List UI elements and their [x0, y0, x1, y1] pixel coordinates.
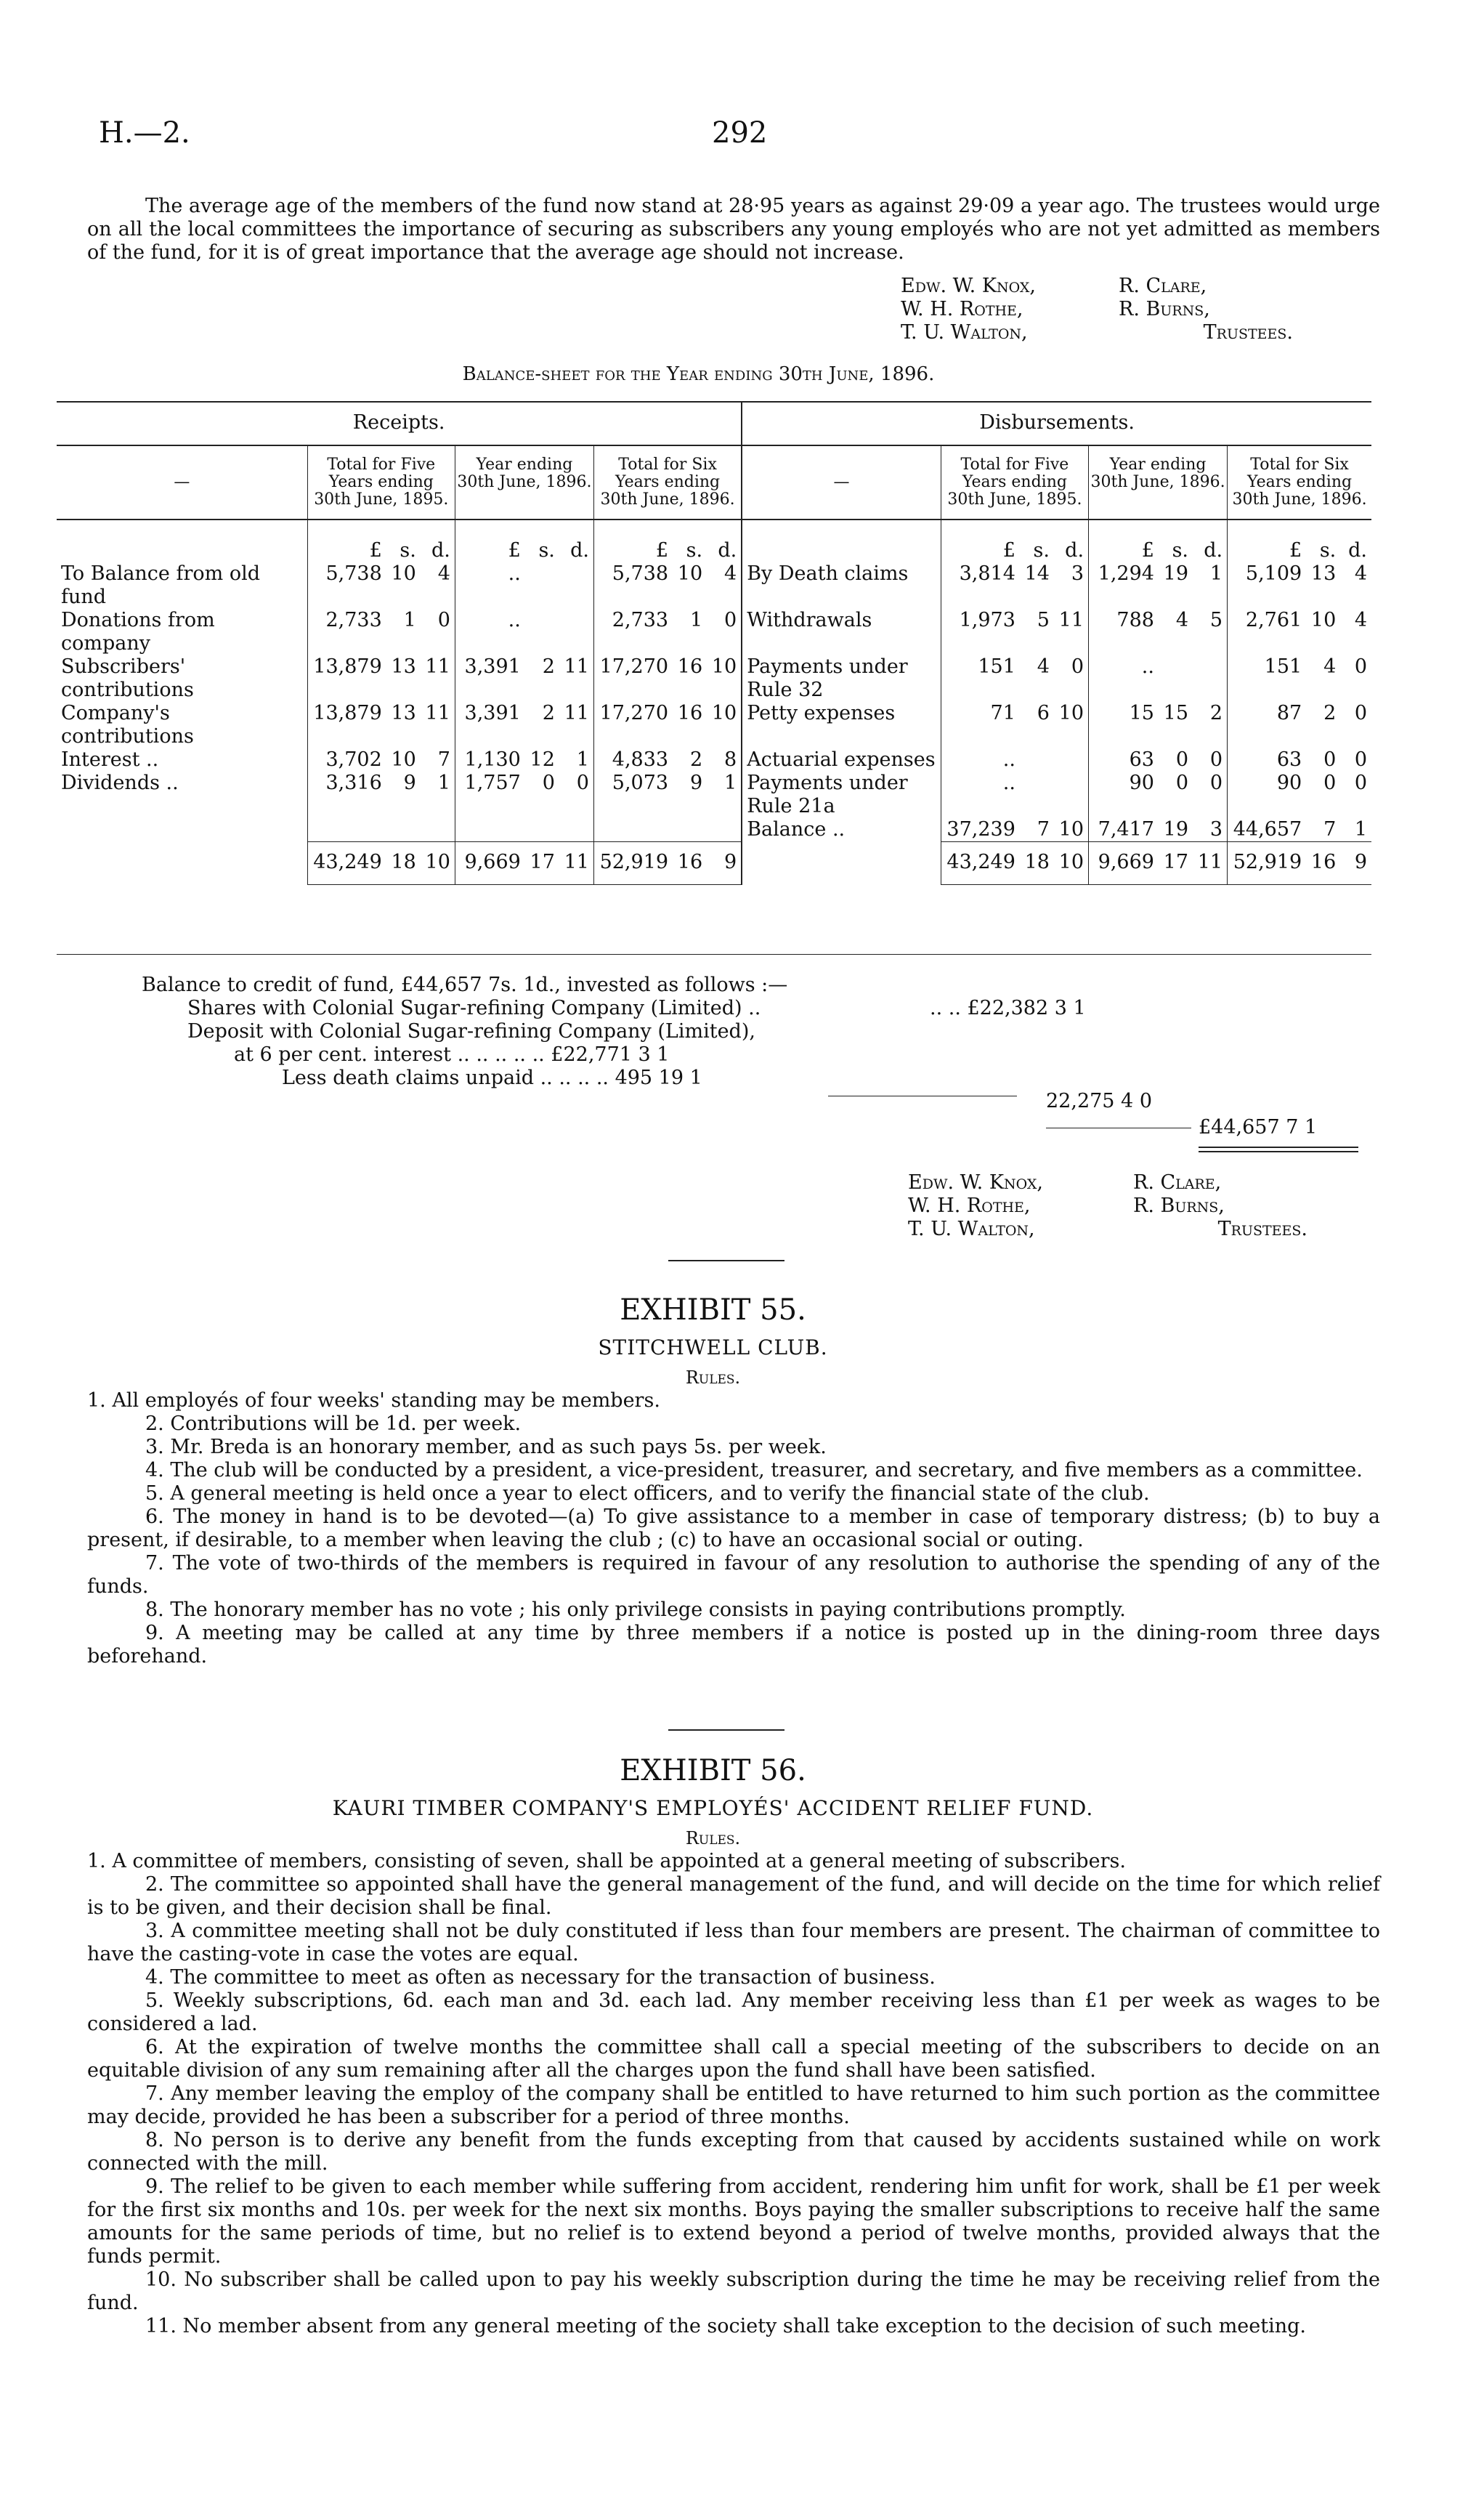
total-amount: 9,669 [455, 842, 524, 885]
signatures-col1-bottom [908, 1171, 1043, 1241]
amount-shillings [525, 562, 559, 609]
amount-shillings: 13 [1310, 562, 1337, 585]
receipt-label [57, 818, 307, 842]
receipt-label: Interest .. [61, 748, 159, 771]
exhibit-56-title: EXHIBIT 56. [620, 1754, 806, 1787]
total-amount: 9,669 [1089, 842, 1159, 885]
rule-item: 5. A general meeting is held once a year to elect officers, and to verify the financial state of the club. [145, 1482, 1150, 1505]
amount-pounds: 44,657 [1228, 818, 1307, 842]
amount-pounds: 17,270 [593, 655, 673, 702]
rule-item: 6. The money in hand is to be devoted—(a) To give assistance to a member in case of temporary distress; (b) to buy a present, if desirable, to a member when leaving the club ; (c) to have an occasional social or outing. [87, 1505, 1380, 1551]
signature-knox: Edw. W. Knox, [908, 1171, 1043, 1194]
amount-pence: 0 [1354, 772, 1367, 794]
document-reference: H.—2. [99, 116, 190, 150]
amount-pence: 1 [1354, 818, 1367, 841]
intro-paragraph: The average age of the members of the fund now stand at 28·95 years as against 29·09 a year ago. The trustees would urge on all the local committees the importance of securing as subscribers any young employés who are not yet admitted as members of the fund, for it is of great importance that the average age should not increase. [87, 195, 1380, 264]
amount-pence: 10 [1058, 818, 1084, 841]
total-amount: 16 [1306, 842, 1340, 885]
investment-line-3: Deposit with Colonial Sugar-refining Company (Limited), [187, 1020, 755, 1043]
amount-pounds: 2,761 [1228, 609, 1307, 655]
exhibit-56-subtitle: KAURI TIMBER COMPANY'S EMPLOYÉS' ACCIDENT RELIEF FUND. [332, 1796, 1094, 1820]
amount-pence: 10 [707, 702, 742, 748]
amount-pounds: 87 [1228, 702, 1307, 748]
amount-pounds: 1,973 [941, 609, 1020, 655]
amount-pence: 10 [707, 655, 742, 702]
total-amount: 17 [1159, 842, 1193, 885]
amount-pounds: 71 [941, 702, 1020, 748]
amount-pounds: 3,702 [307, 748, 386, 772]
unit-label: s. [1033, 539, 1050, 562]
investment-line-1: Balance to credit of fund, £44,657 7s. 1d., invested as follows :— [142, 974, 788, 996]
total-amount: 18 [1020, 842, 1054, 885]
amount-shillings: 15 [1163, 702, 1189, 724]
rule-item: 8. The honorary member has no vote ; his only privilege consists in paying contributions promptly. [145, 1598, 1126, 1621]
table-row [57, 609, 1371, 655]
amount-pounds: 63 [1228, 748, 1307, 772]
balance-sheet-table [57, 401, 1371, 885]
total-amount: 11 [559, 842, 594, 885]
disbursement-label: Payments under Rule 32 [747, 655, 908, 701]
amount-shillings: 16 [677, 702, 703, 724]
amount-pounds: 13,879 [307, 702, 386, 748]
rule-item: 4. The committee to meet as often as necessary for the transaction of business. [145, 1966, 936, 1989]
rule-item: 1. All employés of four weeks' standing may be members. [87, 1389, 660, 1412]
signature-burns: R. Burns, [1119, 298, 1210, 320]
amount-shillings: 12 [530, 748, 555, 771]
table-bottom-rule [57, 954, 1371, 955]
amount-pounds: 3,316 [307, 772, 386, 818]
amount-shillings: 10 [391, 562, 416, 585]
rule-item: 9. A meeting may be called at any time by three members if a notice is posted up in the dining-room three days beforehand. [87, 1622, 1380, 1668]
table-row [57, 818, 1371, 842]
receipt-label: Dividends .. [61, 772, 179, 794]
investment-line-2: Shares with Colonial Sugar-refining Company (Limited) .. [187, 997, 761, 1019]
units-row [57, 520, 1371, 562]
signature-knox: Edw. W. Knox, [901, 275, 1036, 297]
amount-shillings: 0 [1323, 748, 1337, 771]
amount-shillings: 1 [689, 609, 703, 631]
amount-pence: 11 [564, 655, 589, 678]
disbursement-label: Petty expenses [747, 702, 896, 724]
amount-pence: 4 [707, 562, 742, 609]
amount-pounds: 13,879 [307, 655, 386, 702]
amount-shillings: 4 [1037, 655, 1050, 678]
spacer [742, 520, 941, 562]
amount-pence: 3 [1071, 562, 1084, 585]
amount-pence: 0 [1209, 748, 1223, 771]
amount-pounds: 5,109 [1228, 562, 1307, 609]
amount-shillings: 10 [677, 562, 703, 585]
r-col-header-2: Year ending 30th June, 1896. [455, 445, 593, 520]
amount-pounds: 15 [1089, 702, 1159, 748]
amount-shillings: 13 [391, 702, 416, 724]
amount-shillings: 19 [1163, 818, 1189, 841]
amount-shillings: 1 [403, 609, 416, 631]
exhibit-55-title: EXHIBIT 55. [620, 1293, 806, 1327]
amount-pounds: 63 [1089, 748, 1159, 772]
total-amount: 10 [1054, 842, 1089, 885]
signature-rothe: W. H. Rothe, [901, 298, 1023, 320]
signatures-col2-top [1119, 275, 1293, 344]
amount-pounds: .. [455, 562, 524, 609]
total-amount: 18 [386, 842, 421, 885]
table-row [57, 702, 1371, 748]
amount-pounds: .. [455, 609, 524, 655]
amount-pounds: 3,814 [941, 562, 1020, 609]
amount-pounds: .. [941, 772, 1020, 818]
d-col-header-1: Total for Five Years ending 30th June, 1895. [941, 445, 1088, 520]
amount-shillings: 4 [1323, 655, 1337, 678]
table-row [57, 655, 1371, 702]
investment-line-6: 22,275 4 0 [1046, 1090, 1152, 1112]
spacer [57, 842, 307, 885]
amount-pounds: 7,417 [1089, 818, 1159, 842]
amount-pounds: 788 [1089, 609, 1159, 655]
d-col-header-3: Total for Six Years ending 30th June, 1896. [1228, 445, 1371, 520]
amount-pence: 4 [1354, 562, 1367, 585]
signature-clare: R. Clare, [1133, 1171, 1222, 1194]
amount-shillings: 13 [391, 655, 416, 678]
investment-line-5: Less death claims unpaid .. .. .. .. 495 19 1 [282, 1067, 702, 1089]
amount-shillings: 10 [391, 748, 416, 771]
amount-pounds: 90 [1089, 772, 1159, 818]
amount-pounds: .. [1089, 655, 1159, 702]
rule-item: 8. No person is to derive any benefit from the funds excepting from that caused by accidents sustained while on work connected with the mill. [87, 2129, 1380, 2175]
disbursements-heading: Disbursements. [979, 411, 1135, 434]
receipt-label: Donations from company [61, 609, 215, 655]
disbursement-label: Withdrawals [747, 609, 872, 631]
amount-pounds: 17,270 [593, 702, 673, 748]
signature-burns: R. Burns, [1133, 1195, 1225, 1217]
amount-pence: 11 [425, 655, 450, 678]
total-amount: 52,919 [593, 842, 673, 885]
amount-pence [1054, 772, 1089, 818]
amount-pounds: 1,757 [455, 772, 524, 818]
investment-line-4: at 6 per cent. interest .. .. .. .. .. £22,771 3 1 [234, 1043, 670, 1066]
amount-shillings: 10 [1310, 609, 1337, 631]
amount-pounds: 3,391 [455, 655, 524, 702]
amount-shillings: 6 [1037, 702, 1050, 724]
rule-item: 1. A committee of members, consisting of seven, shall be appointed at a general meeting of subscribers. [87, 1850, 1126, 1872]
unit-label: £ [593, 520, 673, 562]
amount-shillings: 19 [1163, 562, 1189, 585]
amount-shillings: 2 [542, 702, 555, 724]
amount-pence: 8 [707, 748, 742, 772]
amount-shillings [1020, 772, 1054, 818]
r-col-header-3: Total for Six Years ending 30th June, 1896. [593, 445, 742, 520]
trustees-label: Trustees. [1203, 321, 1293, 344]
signatures-col2-bottom [1133, 1171, 1307, 1241]
amount-pence [1193, 655, 1228, 702]
total-amount: 16 [673, 842, 707, 885]
amount-shillings: 4 [1175, 609, 1189, 631]
amount-shillings: 2 [1323, 702, 1337, 724]
section-divider-2 [668, 1729, 784, 1731]
empty-cell [707, 818, 742, 842]
rule-item: 5. Weekly subscriptions, 6d. each man and 3d. each lad. Any member receiving less than £1 per week as wages to be considered a lad. [87, 1989, 1380, 2035]
empty-cell [421, 818, 455, 842]
rule-item: 3. A committee meeting shall not be duly constituted if less than four members are present. The chairman of committee to have the casting-vote in case the votes are equal. [87, 1920, 1380, 1965]
receipts-dash: — [57, 445, 307, 520]
amount-shillings: 16 [677, 655, 703, 678]
empty-cell [673, 818, 707, 842]
amount-pence: 1 [437, 772, 450, 794]
amount-shillings [525, 609, 559, 655]
amount-shillings: 0 [1175, 772, 1189, 794]
amount-shillings: 5 [1037, 609, 1050, 631]
trustees-label: Trustees. [1217, 1218, 1307, 1240]
rule-item: 11. No member absent from any general meeting of the society shall take exception to the decision of such meeting. [145, 2315, 1306, 2337]
amount-shillings: 0 [542, 772, 555, 794]
disbursement-label: Payments under Rule 21a [747, 772, 908, 817]
unit-label: d. [707, 520, 742, 562]
balance-sheet-title: Balance-sheet for the Year ending 30th June, 1896. [462, 363, 935, 385]
amount-pounds: .. [941, 748, 1020, 772]
amount-pence [1054, 748, 1089, 772]
disbursement-label: Actuarial expenses [747, 748, 936, 771]
amount-pounds: 151 [1228, 655, 1307, 702]
unit-label: £ [1228, 520, 1307, 562]
disbursements-dash: — [742, 445, 941, 520]
amount-pounds: 1,130 [455, 748, 524, 772]
unit-label: d. [431, 539, 450, 562]
amount-pence: 0 [1354, 655, 1367, 678]
empty-cell [386, 818, 421, 842]
amount-pounds: 5,073 [593, 772, 673, 818]
amount-pence: 0 [576, 772, 589, 794]
total-amount: 52,919 [1228, 842, 1307, 885]
amount-pounds: 2,733 [593, 609, 673, 655]
amount-pence: 2 [1209, 702, 1223, 724]
amount-pounds: 1,294 [1089, 562, 1159, 609]
amount-shillings: 2 [689, 748, 703, 771]
signature-walton: T. U. Walton, [908, 1218, 1035, 1240]
amount-pence: 11 [1058, 609, 1084, 631]
amount-pounds: 3,391 [455, 702, 524, 748]
receipts-heading: Receipts. [57, 402, 742, 445]
amount-pounds: 37,239 [941, 818, 1020, 842]
section-divider-1 [668, 1260, 784, 1261]
r-col-header-1: Total for Five Years ending 30th June, 1895. [307, 445, 455, 520]
total-amount: 9 [1340, 842, 1371, 885]
amount-pence: 0 [1071, 655, 1084, 678]
investment-double-rule-2 [1199, 1151, 1358, 1152]
exhibit-55-subtitle: STITCHWELL CLUB. [598, 1335, 828, 1359]
amount-shillings: 2 [542, 655, 555, 678]
amount-pence: 1 [707, 772, 742, 818]
rule-item: 3. Mr. Breda is an honorary member, and as such pays 5s. per week. [145, 1436, 827, 1458]
exhibit-56-rules [87, 1850, 1380, 2338]
signatures-col1-top [901, 275, 1036, 344]
amount-shillings: 9 [403, 772, 416, 794]
amount-pounds: 2,733 [307, 609, 386, 655]
empty-cell [525, 818, 559, 842]
amount-shillings [1159, 655, 1193, 702]
amount-shillings: 14 [1024, 562, 1050, 585]
amount-pence: 0 [1354, 748, 1367, 771]
amount-pence: 7 [437, 748, 450, 771]
amount-pounds: 5,738 [593, 562, 673, 609]
unit-label: £ [455, 520, 524, 562]
amount-shillings: 7 [1037, 818, 1050, 841]
unit-label: s. [400, 539, 416, 562]
amount-pence: 0 [437, 609, 450, 631]
d-col-header-2: Year ending 30th June, 1896. [1089, 445, 1228, 520]
empty-cell [455, 818, 524, 842]
rule-item: 7. Any member leaving the employ of the company shall be entitled to have returned to him such portion as the committee may decide, provided he has been a subscriber for a period of three months. [87, 2082, 1380, 2128]
totals-row [57, 842, 1371, 885]
exhibit-56-rules-heading: Rules. [685, 1828, 741, 1848]
amount-pence: 4 [437, 562, 450, 585]
rule-item: 7. The vote of two-thirds of the members is required in favour of any resolution to authorise the spending of any of the funds. [87, 1552, 1380, 1598]
rule-item: 2. Contributions will be 1d. per week. [145, 1412, 522, 1435]
amount-shillings [1020, 748, 1054, 772]
amount-pence: 1 [1209, 562, 1223, 585]
investment-line-7: £44,657 7 1 [1199, 1116, 1318, 1139]
total-amount: 43,249 [307, 842, 386, 885]
rule-item: 4. The club will be conducted by a president, a vice-president, treasurer, and secretary, and five members as a committee. [145, 1459, 1363, 1482]
unit-label: d. [1065, 539, 1084, 562]
amount-pence: 0 [1354, 702, 1367, 724]
total-amount: 11 [1193, 842, 1228, 885]
investment-double-rule-1 [1199, 1147, 1358, 1148]
total-amount: 9 [707, 842, 742, 885]
unit-label: s. [1319, 539, 1337, 562]
exhibit-55-rules [87, 1389, 1380, 1668]
receipt-label: Subscribers' contributions [61, 655, 194, 701]
amount-pence: 1 [576, 748, 589, 771]
unit-label: d. [570, 539, 589, 562]
amount-pence: 4 [1354, 609, 1367, 631]
total-amount: 17 [525, 842, 559, 885]
page-number: 292 [712, 116, 768, 150]
unit-label: s. [538, 539, 555, 562]
amount-shillings: 9 [689, 772, 703, 794]
amount-pounds: 5,738 [307, 562, 386, 609]
total-amount: 10 [421, 842, 455, 885]
unit-label: s. [1172, 539, 1189, 562]
disbursement-label: By Death claims [747, 562, 909, 585]
table-row [57, 562, 1371, 609]
amount-pence: 5 [1209, 609, 1223, 631]
table-row [57, 748, 1371, 772]
unit-label: £ [307, 520, 386, 562]
amount-pence: 0 [1209, 772, 1223, 794]
table-row [57, 772, 1371, 818]
unit-label: s. [686, 539, 703, 562]
amount-pence: 0 [707, 609, 742, 655]
amount-pence [559, 562, 594, 609]
signature-clare: R. Clare, [1119, 275, 1207, 297]
empty-cell [593, 818, 673, 842]
unit-label: £ [1089, 520, 1159, 562]
empty-cell [307, 818, 386, 842]
signature-walton: T. U. Walton, [901, 321, 1028, 344]
amount-shillings: 7 [1323, 818, 1337, 841]
disbursement-label: Balance .. [747, 818, 846, 841]
amount-shillings: 0 [1323, 772, 1337, 794]
amount-pence [559, 609, 594, 655]
rule-item: 6. At the expiration of twelve months the committee shall call a special meeting of the subscribers to decide on an equitable division of any sum remaining after all the charges upon the fund shall have been satisfied. [87, 2036, 1380, 2082]
amount-pence: 11 [564, 702, 589, 724]
receipt-label: To Balance from old fund [61, 562, 261, 608]
amount-pounds: 90 [1228, 772, 1307, 818]
amount-shillings: 0 [1175, 748, 1189, 771]
total-amount: 43,249 [941, 842, 1020, 885]
investment-line-2-amount: .. .. £22,382 3 1 [930, 997, 1086, 1019]
spacer [742, 842, 941, 885]
empty-cell [559, 818, 594, 842]
rule-item: 10. No subscriber shall be called upon to pay his weekly subscription during the time he may be receiving relief from the fund. [87, 2268, 1380, 2314]
unit-label: d. [1204, 539, 1223, 562]
rule-item: 9. The relief to be given to each member while suffering from accident, rendering him unfit for work, shall be £1 per week for the first six months and 10s. per week for the next six months. Boys paying the smaller subscriptions to receive half the same amounts for the same periods of time, but no relief is to extend beyond a period of twelve months, provided always that the funds permit. [87, 2175, 1380, 2268]
receipt-label: Company's contributions [61, 702, 194, 748]
unit-label: £ [941, 520, 1020, 562]
amount-pence: 10 [1058, 702, 1084, 724]
unit-label: d. [1348, 539, 1367, 562]
signature-rothe: W. H. Rothe, [908, 1195, 1031, 1217]
spacer [57, 520, 307, 562]
exhibit-55-rules-heading: Rules. [685, 1367, 741, 1388]
amount-pounds: 4,833 [593, 748, 673, 772]
amount-pence: 11 [425, 702, 450, 724]
amount-pence: 3 [1209, 818, 1223, 841]
rule-item: 2. The committee so appointed shall have the general management of the fund, and will decide on the time for which relief is to be given, and their decision shall be final. [87, 1873, 1380, 1919]
amount-pounds: 151 [941, 655, 1020, 702]
